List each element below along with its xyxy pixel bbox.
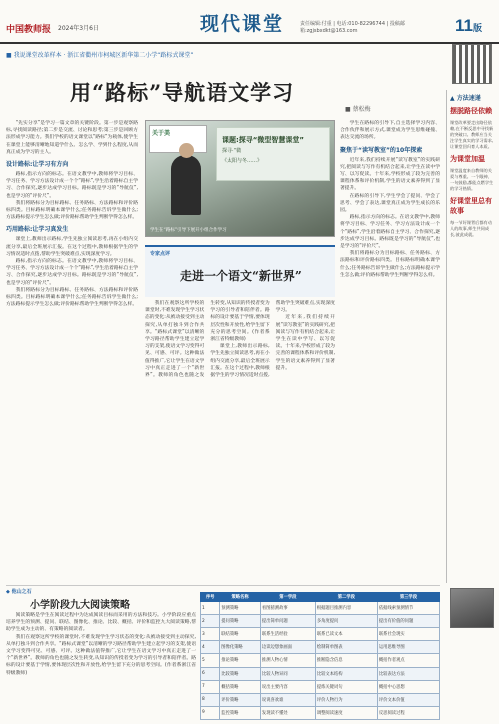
table-header-cell: 第二学段 — [315, 593, 377, 602]
comment-paragraph: 我们在观察这所学校的课堂时,不难发现学生学习状态的变化:从被动接受到主动探究,从单打独斗到合作共享。“路标式课堂”以清晰的学习路径帮助学生建立起学习的支架,使语文学习变得可见、可感、可评。这种做法值得推广,它让学生在语文学习中真正走进了一个“新世界”。教师的角色也随之发生转变,从知识的传授者变为学习的引导者和陪伴者。路标的设计要基于学情,要体现层次性和开放性,给学生留下充分的思考空间。(作者系浙江省特级教师) — [145, 301, 270, 379]
table-cell: 推测人物心情 — [260, 654, 315, 667]
table-cell: 提问策略 — [220, 615, 261, 628]
table-cell: 2 — [201, 615, 220, 628]
table-cell: 比较策略 — [220, 667, 261, 680]
article-subhead: 设计路标:让学习有方向 — [6, 161, 69, 169]
table-cell: 8 — [201, 693, 220, 706]
comment-paragraph: 课堂上,教师出示路标,学生先独立阅读思考,再在小组内交流分享,最后全班展示汇报。在这个过程中,教师根据学生的学习情况适时点拨,帮助学生突破难点,实现深度学习。 — [210, 301, 335, 379]
article-paragraph: 路标,指示方向的标志。在语文教学中,教师将学习目标、学习任务、学习方法设计成一个个“路标”,学生沿着路标自主学习、合作探究,逐步达成学习目标。路标既是学习的“导航仪”,也是学习的“评价尺”。 — [6, 172, 138, 199]
table-cell: 发现读不懂处 — [260, 706, 315, 719]
sidebar-text: 课堂温度来自教师的关爱与尊重。一个眼神、一句鼓励,都能点燃学生的学习热情。 — [450, 168, 494, 191]
table-header-cell: 第三学段 — [377, 593, 439, 602]
sidebar-photo — [450, 588, 494, 628]
photo-caption: 学生在“路标”引导下展开小组合作学习 — [150, 228, 227, 233]
section-title: 现代课堂 — [200, 13, 285, 35]
table-cell: 运用思维导图 — [377, 641, 439, 654]
editor-info: 责任编辑:付重 | 电话:010-82296744 | 投稿邮箱:zgjsbxdkt@163.com — [300, 21, 405, 34]
table-row — [201, 602, 440, 615]
table-cell: 说出主要内容 — [260, 680, 315, 693]
article-paragraph: “先实分享”是学习一篇文章的关键阶段。第一步是观察路标,寻找阅读路径;第二步是交流、讨论和思考;第三步是回顾方法形成学习能力。我们学校的语文课堂以“路标”为载体,使学生在课堂上能够清晰地知道学什么、怎么学、学到什么程度,从而真正成为学习的主人。 — [6, 121, 138, 155]
table-cell: 预测策略 — [220, 602, 261, 615]
table-cell: 联结策略 — [220, 628, 261, 641]
article-subhead: 巧用路标:让学习真发生 — [6, 226, 69, 234]
table-cell: 评价策略 — [220, 693, 261, 706]
table-cell: 看图猜测故事 — [260, 602, 315, 615]
table-cell: 比较人物异同 — [260, 667, 315, 680]
table-cell: 联系生活经验 — [260, 628, 315, 641]
bottom-text — [6, 612, 196, 720]
table-header-cell: 策略名称 — [220, 593, 261, 602]
headline: 用“路标”导航语文学习 — [70, 80, 295, 105]
article-paragraph: 路标,指示方向的标志。在语文教学中,教师将学习目标、学习任务、学习方法设计成一个个“路标”,学生沿着路标自主学习、合作探究,逐步达成学习目标。路标既是学习的“导航仪”,也是学习的“评价尺”。 — [6, 259, 138, 286]
page-number — [455, 16, 482, 36]
table-cell: 监控策略 — [220, 706, 261, 719]
table-cell: 比较文本结构 — [315, 667, 377, 680]
table-row — [201, 628, 440, 641]
sidebar-tag: ▲ 方法速递 — [450, 95, 481, 102]
table-cell: 9 — [201, 706, 220, 719]
table-cell: 提出有价值的问题 — [377, 615, 439, 628]
board-line: 《太阳与冬……》 — [222, 158, 263, 164]
table-header-cell: 第一学段 — [260, 593, 315, 602]
teacher-figure — [171, 155, 201, 215]
table-cell: 评价人物行为 — [315, 693, 377, 706]
sidebar-title: 摆脱路径依赖 — [450, 106, 492, 115]
table-cell: 联系社会现实 — [377, 628, 439, 641]
article-paragraph: 近年来,我们持续开展“读写教室”的实践研究,把阅读与写作有机结合起来,让学生在读中学写、以写促读。十年来,学校形成了较为完善的课程体系和评价机制,学生的语文素养得到了显著提升。 — [340, 157, 440, 192]
qr-code — [452, 44, 492, 84]
projector-screen: 关于美 — [149, 125, 207, 153]
table-cell: 概括作者观点 — [377, 654, 439, 667]
table-cell: 提出简单问题 — [260, 615, 315, 628]
article-paragraph: 我们将路标分为目标路标、任务路标、方法路标和评价路标四类。目标路标明确本课学什么;任务路标告诉学生做什么;方法路标提示学生怎么做;评价路标帮助学生判断学得怎么样。 — [6, 287, 138, 308]
right-article-column — [340, 120, 440, 583]
byline: ■ 蔡松梅 — [345, 106, 371, 113]
table-cell: 提炼关键词句 — [315, 680, 377, 693]
strategy-table — [200, 592, 440, 720]
table-cell: 边读边想象画面 — [260, 641, 315, 654]
table-cell: 评价文本价值 — [377, 693, 439, 706]
sidebar-text: 课堂改革要走出路径依赖,在不断反思中寻找新的突破口。教师应当关注学生真实的学习需求,让课堂回归育人本质。 — [450, 120, 494, 149]
table-row — [201, 693, 440, 706]
table-cell: 依据线索预测情节 — [377, 602, 439, 615]
table-cell: 根据题目推测内容 — [315, 602, 377, 615]
board-title: 课题:探寻“微型智慧课堂” — [222, 136, 305, 144]
expert-tag: 专家点评 — [150, 251, 171, 257]
bottom-tag: ◆ 他山之石 — [6, 589, 32, 595]
table-cell: 联系已读文本 — [315, 628, 377, 641]
table-cell: 图像化策略 — [220, 641, 261, 654]
issue-date: 2024年3月6日 — [58, 25, 99, 32]
classroom-photo — [145, 120, 335, 237]
table-row — [201, 615, 440, 628]
page-number-value: 11 — [455, 16, 473, 35]
table-cell: 调整阅读速度 — [315, 706, 377, 719]
article-paragraph: 我们将路标分为目标路标、任务路标、方法路标和评价路标四类。目标路标明确本课学什么;任务路标告诉学生做什么;方法路标提示学生怎么做;评价路标帮助学生判断学得怎么样。 — [6, 200, 138, 221]
table-cell: 3 — [201, 628, 220, 641]
table-cell: 比较表达方法 — [377, 667, 439, 680]
table-row — [201, 680, 440, 693]
paper-logo: 中国教师报 — [6, 25, 52, 35]
table-cell: 4 — [201, 641, 220, 654]
board-line: 探寻·“微 — [222, 148, 242, 154]
table-cell: 说说喜欢谁 — [260, 693, 315, 706]
divider — [6, 585, 440, 586]
bottom-paragraph: 我们在观察这所学校的课堂时,不难发现学生学习状态的变化:从被动接受到主动探究,从单打独斗到合作共享。“路标式课堂”以清晰的学习路径帮助学生建立起学习的支架,使语文学习变得可见、可感、可评。这种做法值得推广,它让学生在语文学习中真正走进了一个“新世界”。教师的角色也随之发生转变,从知识的传授者变为学习的引导者和陪伴者。路标的设计要基于学情,要体现层次性和开放性,给学生留下充分的思考空间。(作者系浙江省特级教师) — [6, 634, 196, 676]
table-cell: 6 — [201, 667, 220, 680]
table-row — [201, 706, 440, 719]
page-number-suffix: 版 — [472, 23, 482, 33]
bottom-title: 小学阶段九大阅读策略 — [30, 600, 130, 611]
table-cell: 绘制简单图表 — [315, 641, 377, 654]
table-cell: 5 — [201, 654, 220, 667]
article-paragraph: 路标,指示方向的标志。在语文教学中,教师将学习目标、学习任务、学习方法设计成一个个“路标”,学生沿着路标自主学习、合作探究,逐步达成学习目标。路标既是学习的“导航仪”,也是学习的“评价尺”。 — [340, 215, 440, 250]
table-cell: 7 — [201, 680, 220, 693]
table-body — [201, 602, 440, 720]
sidebar-title: 好课堂里总有故事 — [450, 196, 492, 215]
table-cell: 概括中心思想 — [377, 680, 439, 693]
article-paragraph: 课堂上,教师出示路标,学生先独立阅读思考,再在小组内交流分享,最后全班展示汇报。在这个过程中,教师根据学生的学习情况适时点拨,帮助学生突破难点,实现深度学习。 — [6, 237, 138, 257]
table-header-row — [201, 593, 440, 602]
table-row — [201, 667, 440, 680]
table-cell: 概括策略 — [220, 680, 261, 693]
section-subtitle: ■ 我说课堂改革样本 · 浙江省衢州市柯城区新华第二小学“路标式课堂” — [6, 52, 194, 59]
article-subhead: 聚焦于“读写教室”的10年探索 — [340, 146, 423, 154]
comment-paragraph: 近年来,我们持续开展“读写教室”的实践研究,把阅读与写作有机结合起来,让学生在读中学写、以写促读。十年来,学校形成了较为完善的课程体系和评价机制,学生的语文素养得到了显著提升。 — [275, 315, 335, 371]
article-paragraph: 学生在路标的引导下,自主选择学习内容、合作伙伴和展示方式,课堂成为学生思维碰撞、表达交流的场所。 — [340, 121, 440, 141]
sidebar-text: 每一节好课背后都有动人的故事,师生共同成长,彼此成就。 — [450, 220, 492, 237]
left-article-column — [6, 120, 138, 583]
sidebar-column — [446, 90, 494, 583]
table-cell: 推论策略 — [220, 654, 261, 667]
table-row — [201, 654, 440, 667]
bottom-paragraph: 阅读策略是学生在阅读过程中为达成阅读目标而采用的方法和技巧。小学阶段应重点培养学生的预测、提问、联结、图像化、推论、比较、概括、评价和监控九大阅读策略,帮助学生成为主动的、有策略的阅读者。 — [6, 613, 196, 633]
table-cell: 多角度提问 — [315, 615, 377, 628]
table-cell: 推断隐含信息 — [315, 654, 377, 667]
teacher-head — [179, 143, 194, 158]
table-header-cell: 序号 — [201, 593, 220, 602]
article-paragraph: 我们将路标分为目标路标、任务路标、方法路标和评价路标四类。目标路标明确本课学什么;任务路标告诉学生做什么;方法路标提示学生怎么做;评价路标帮助学生判断学得怎么样。 — [340, 251, 440, 278]
sidebar-title: 为课堂加温 — [450, 154, 485, 163]
table-cell: 反思阅读过程 — [377, 706, 439, 719]
expert-title: 走进一个语文“新世界” — [180, 269, 302, 283]
table-cell: 1 — [201, 602, 220, 615]
expert-comment-body — [145, 300, 335, 585]
article-paragraph: 在路标的引导下,学生学会了提问、学会了思考、学会了表达,课堂真正成为学生成长的乐园。 — [340, 193, 440, 214]
table-row — [201, 641, 440, 654]
